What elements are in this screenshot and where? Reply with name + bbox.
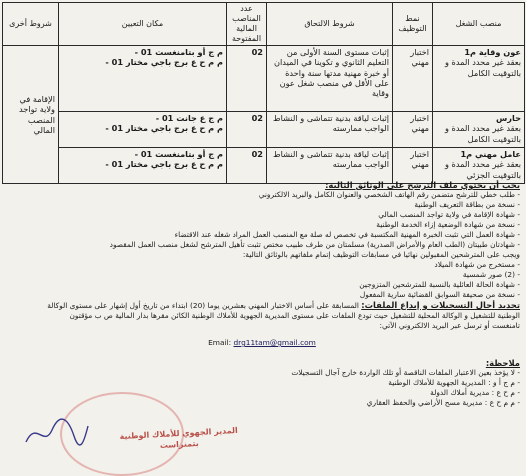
header-type: نمط التوظيف <box>393 3 433 46</box>
email-label: Email: <box>208 338 232 347</box>
conditions-cell: إثبات لياقة بدنية تتماشى و النشاط الواجب ممارسته <box>267 148 393 184</box>
list-item: - مستخرج من شهادة الميلاد <box>4 260 520 270</box>
deadline-line <box>4 300 520 311</box>
table-row <box>3 148 525 184</box>
place-line: م م ح ع برج باجي مختار 01 - <box>105 57 223 68</box>
post-cell <box>433 148 525 184</box>
job-posts-table <box>2 2 525 184</box>
list-item: - طلب خطي للترشح متضمن رقم الهاتف الشخصي والعنوان الكامل والبريد الالكتروني <box>4 190 520 200</box>
stamp-line: المدير الجهوي للأملاك الوطنية <box>119 425 239 442</box>
header-place: مكان التعيين <box>59 3 227 46</box>
table-row <box>3 46 525 112</box>
signature-icon <box>22 412 92 452</box>
header-extra: شروط أخرى <box>3 3 59 46</box>
list-item: - شهادة العمل التي تثبت الخبرة المهنية المكتسبة في تخصص له صلة مع المنصب العمل المراد شغله عند الاقتضاء <box>4 230 520 240</box>
header-conditions: شروط الالتحاق <box>267 3 393 46</box>
post-cell <box>433 46 525 112</box>
deadline-text: تامنغست أو ترسل عبر البريد الالكتروني الآتي: <box>379 321 520 330</box>
place-cell <box>59 148 227 184</box>
conditions-cell: إثبات لياقة بدنية تتماشى و النشاط الواجب ممارسته <box>267 112 393 148</box>
type-cell: اختبار مهني <box>393 46 433 112</box>
deadline-heading: تحديد أجال التسجيلات و إيداع الملفات: <box>361 300 520 310</box>
stamp-line: بتمنراست <box>159 438 199 451</box>
post-desc: بعقد غير محدد المدة و بالتوقيت الكامل <box>444 123 521 144</box>
notes-section <box>4 358 520 408</box>
list-item: - (2) صور شمسية <box>4 270 520 280</box>
list-item: - لا يؤخذ بعين الاعتبار الملفات الناقصة أو تلك الواردة خارج آجال التسجيلات <box>4 368 520 378</box>
list-item: - م ح ع : مديرية أملاك الدولة <box>4 388 520 398</box>
type-cell: اختبار مهني <box>393 148 433 184</box>
place-line: م م ح ع برج باجي مختار 01 - <box>105 159 223 170</box>
conditions-cell: إثبات مستوى السنة الأولى من التعليم الثانوي و تكوينا في الميدان أو خبرة مهنية مدتها سنة واحدة على الأقل في منصب شغل عون وقاية <box>267 46 393 112</box>
place-line: م م ح ع برج باجي مختار 01 - <box>105 123 223 134</box>
place-line: م ج أو بتامنغست 01 - <box>134 47 223 57</box>
count-cell: 02 <box>227 46 267 112</box>
post-title: عامل مهني م1 <box>460 149 521 159</box>
post-title: عون وقاية م1 <box>464 47 521 57</box>
dossier-heading: يجب أن يحتوي ملف الترشح على الوثائق التالية: <box>325 180 520 190</box>
list-item: - شهادتان طبيتان (الطب العام والأمراض الصدرية) مسلمتان من طرف طبيب مختص تثبت تأهيل المترشح لشغل منصب العمل المقصود <box>4 240 520 250</box>
post-cell <box>433 112 525 148</box>
deadline-text: المسابقة على أساس الاختبار المهني بعشرين يوما (20) ابتداء من تاريخ أول إشهار على مستوى الوكالة <box>47 301 359 310</box>
email-line <box>4 338 520 348</box>
count-cell: 02 <box>227 112 267 148</box>
post-desc: بعقد غير محدد المدة و بالتوقيت الكامل <box>444 57 521 78</box>
place-cell <box>59 46 227 112</box>
deadline-text: الوطنية للتشغيل و الوكالة المحلية للتشغيل حيث تودع الملفات على مستوى المديرية الجهوية للأملاك الوطنية الكائن مقرها بدار المالية ص ب مؤقتون <box>69 311 520 320</box>
type-cell: اختبار مهني <box>393 112 433 148</box>
post-title: حارس <box>496 113 521 123</box>
post-desc: بعقد غير محدد المدة و بالتوقيت الجزئي <box>444 159 521 180</box>
list-item: - م م ح ع : مديرية مسح الأراضي والحفظ العقاري <box>4 398 520 408</box>
list-item: - نسخة من بطاقة التعريف الوطنية <box>4 200 520 210</box>
list-item: - شهادة الإقامة في ولاية تواجد المنصب المالي <box>4 210 520 220</box>
list-item: - شهادة الحالة العائلية بالنسبة للمترشحين المتزوجين <box>4 280 520 290</box>
list-item: - نسخة من شهادة الوضعية إزاء الخدمة الوطنية <box>4 220 520 230</box>
place-line: م ج ع جانت 01 - <box>155 113 223 123</box>
place-line: م ج أو بتامنغست 01 - <box>134 149 223 159</box>
table-header-row <box>3 3 525 46</box>
table-row <box>3 112 525 148</box>
email-link[interactable]: drg11tam@gmail.com <box>233 338 316 347</box>
place-cell <box>59 112 227 148</box>
notes-heading: ملاحظة: <box>485 358 520 368</box>
header-post: منصب الشغل <box>433 3 525 46</box>
dossier-section <box>4 180 520 300</box>
list-item: ويجب على المترشحين المقبولين نهائيا في مسابقات التوظيف إتمام ملفاتهم بالوثائق التالية: <box>242 250 520 259</box>
header-count: عدد المناصب المالية المفتوحة <box>227 3 267 46</box>
count-cell: 02 <box>227 148 267 184</box>
extra-conditions-cell: الإقامة في ولاية تواجد المنصب المالي <box>3 46 59 184</box>
list-item: - نسخة من صحيفة السوابق القضائية سارية المفعول <box>4 290 520 300</box>
deadline-section <box>4 300 520 331</box>
list-item: - م ج أ و : المديرية الجهوية للأملاك الوطنية <box>4 378 520 388</box>
